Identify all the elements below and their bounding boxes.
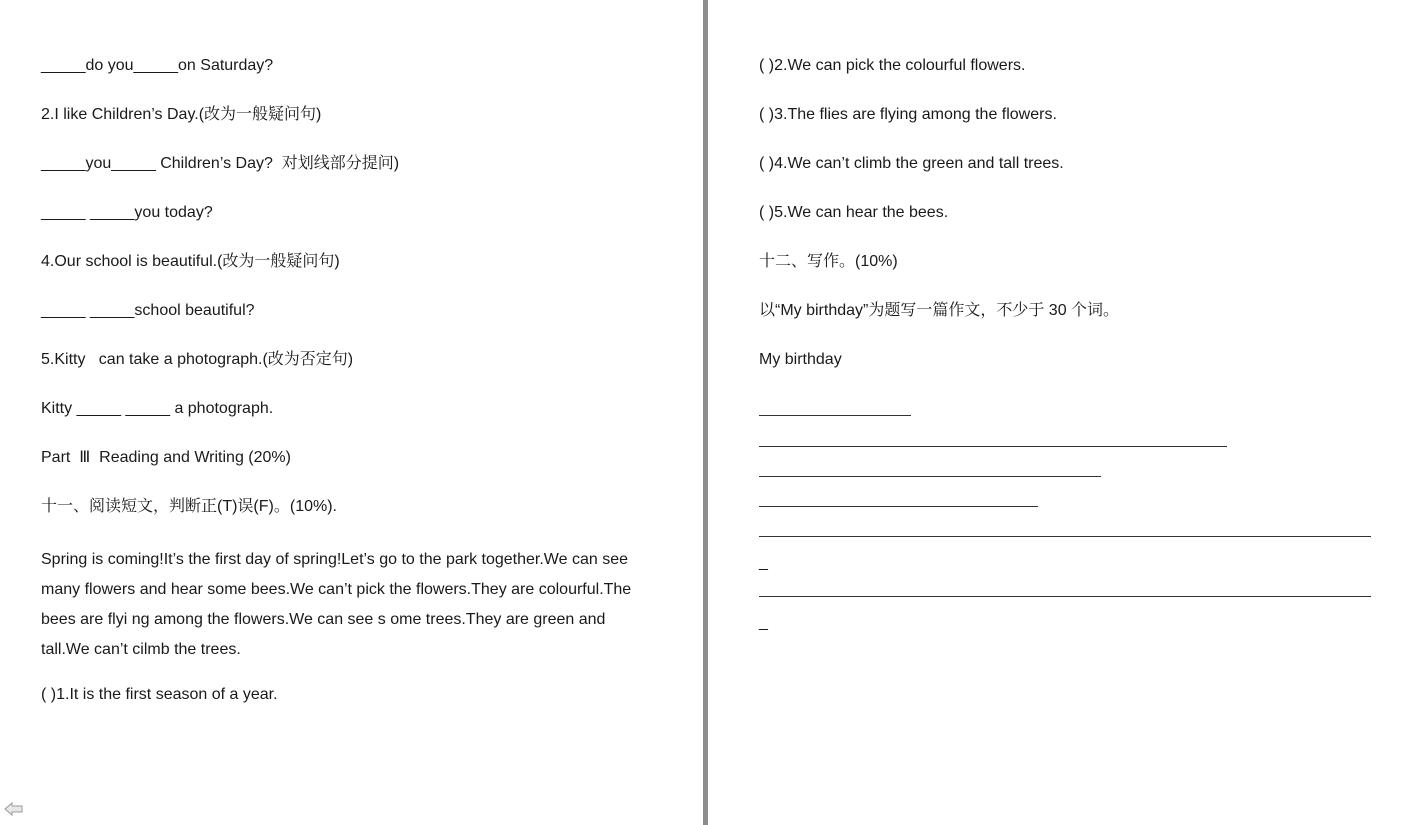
- question-1: ( )1.It is the first season of a year.: [41, 686, 278, 703]
- question-4: ( )4.We can’t climb the green and tall trees.: [759, 155, 1064, 172]
- section-heading-11: 十一、阅读短文，判断正(T)误(F)。(10%).: [41, 498, 337, 515]
- left-page: [0, 0, 704, 825]
- exercise-line-1: _____do you_____on Saturday?: [41, 57, 274, 74]
- answer-line-6: [759, 596, 1371, 597]
- answer-line-2: [759, 446, 1227, 447]
- answer-line-1: [759, 415, 911, 416]
- answer-line-5: [759, 536, 1371, 537]
- exercise-line-4: _____ _____you today?: [41, 204, 213, 221]
- answer-line-5-tail: _: [759, 554, 768, 571]
- answer-line-4: [759, 506, 1038, 507]
- exercise-line-2: 2.I like Children’s Day.(改为一般疑问句): [41, 106, 322, 123]
- exercise-line-6: _____ _____school beautiful?: [41, 302, 255, 319]
- right-page: [710, 0, 1419, 825]
- back-arrow-icon[interactable]: [4, 801, 24, 817]
- answer-line-3: [759, 476, 1101, 477]
- exercise-line-8: Kitty _____ _____ a photograph.: [41, 400, 274, 417]
- essay-title: My birthday: [759, 351, 842, 368]
- exercise-line-7: 5.Kitty can take a photograph.(改为否定句): [41, 351, 354, 368]
- exercise-line-3: _____you_____ Children’s Day? 对划线部分提问): [41, 155, 400, 172]
- question-5: ( )5.We can hear the bees.: [759, 204, 949, 221]
- writing-instruction: 以“My birthday”为题写一篇作文，不少于 30 个词。: [759, 302, 1120, 319]
- answer-line-6-tail: _: [759, 614, 768, 631]
- question-3: ( )3.The flies are flying among the flowers.: [759, 106, 1057, 123]
- section-heading-part-3: Part Ⅲ Reading and Writing (20%): [41, 449, 291, 466]
- reading-passage: Spring is coming!It’s the first day of spring!Let’s go to the park together.We can see many flowers and hear some bees.We can’t pick the flowers.They are colourful.The bees are flyi ng among the flowers.We can see s ome trees.They are green and tall.We can’t cilmb the trees.: [41, 551, 632, 658]
- exercise-line-5: 4.Our school is beautiful.(改为一般疑问句): [41, 253, 340, 270]
- question-2: ( )2.We can pick the colourful flowers.: [759, 57, 1026, 74]
- section-heading-12: 十二、写作。(10%): [759, 253, 898, 270]
- page-divider: [703, 0, 708, 825]
